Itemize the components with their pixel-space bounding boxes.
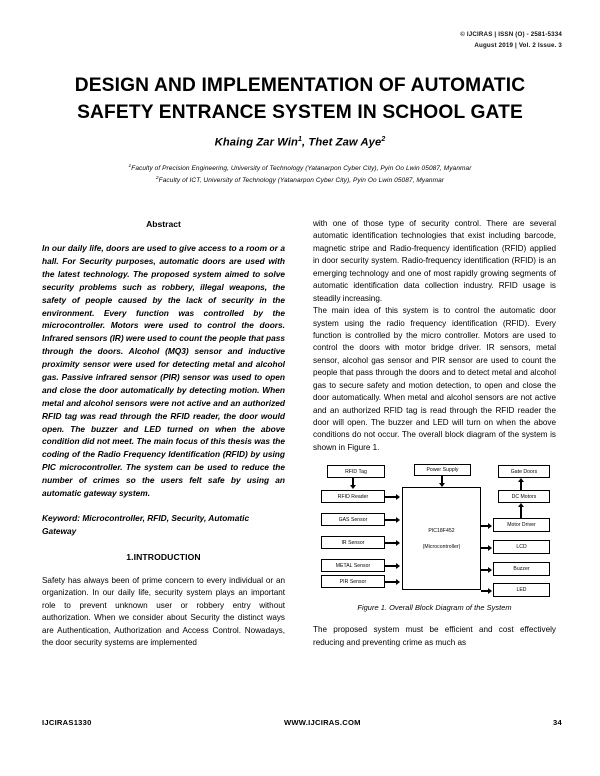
mcu-subtitle: (Microcontroller) — [422, 543, 461, 550]
arrow-driver-to-motors — [520, 507, 522, 518]
block-rfid-tag: RFID Tag — [327, 465, 385, 478]
block-ir-sensor: IR Sensor — [321, 536, 385, 549]
affiliation-2-sup: 2 — [155, 175, 159, 181]
arrowhead-mcu-to-lcd — [488, 545, 492, 551]
author-1-sup: 1 — [298, 136, 302, 143]
journal-issue-line: August 2019 | Vol. 2 Issue. 3 — [474, 41, 562, 49]
arrowhead-mcu-to-motor-driver — [488, 523, 492, 529]
block-led: LED — [493, 583, 550, 597]
figure-1 — [313, 463, 556, 615]
affiliation-1 — [34, 163, 566, 175]
affiliation-1-text: Faculty of Precision Engineering, University of Technology (Yatanarpon Cyber City), Pyin Oo Lwin 05087, Myanmar — [131, 165, 472, 173]
introduction-paragraph-3: The proposed system must be efficient and cost effectively reducing and preventing crime as much as — [313, 625, 556, 647]
mcu-part-number: PIC18F452 — [428, 527, 455, 534]
block-pir-sensor: PIR Sensor — [321, 575, 385, 588]
arrowhead-tag-to-reader — [350, 485, 356, 489]
block-dc-motors: DC Motors — [498, 490, 550, 503]
arrowhead-mcu-to-buzzer — [488, 567, 492, 573]
affiliation-1-sup: 1 — [128, 164, 132, 169]
arrow-motors-to-doors — [520, 482, 522, 490]
page-title: DESIGN AND IMPLEMENTATION OF AUTOMATIC SAFETY ENTRANCE SYSTEM IN SCHOOL GATE — [74, 75, 526, 124]
arrowhead-reader-to-mcu — [396, 494, 400, 500]
author-2-sup: 2 — [381, 136, 386, 143]
author-1-name: Khaing Zar Win — [214, 136, 298, 149]
introduction-paragraph-1-part-2: with one of those type of security control. There are several automatic identification technologies that exist including barcode, magnetic stripe and Radio-frequency identification (RFID) applied in door security system. Radio-frequency identification (RFID) is an emerging technology and one of most rapidly growing segments of automatic identification data collection industry. RFID usage is steadily increasing. — [313, 219, 556, 303]
footer-website: WWW.IJCIRAS.COM — [283, 718, 361, 727]
block-gate-doors: Gate Doors — [498, 465, 550, 478]
introduction-heading: 1.INTRODUCTION — [126, 551, 201, 562]
block-gas-sensor: GAS Sensor — [321, 513, 385, 526]
block-metal-sensor: METAL Sensor — [321, 559, 385, 572]
block-power-supply: Power Supply — [414, 464, 471, 476]
journal-issn-line: © IJCIRAS | ISSN (O) - 2581-5334 — [460, 31, 562, 38]
arrowhead-driver-to-motors — [518, 503, 524, 507]
block-diagram — [313, 463, 556, 594]
abstract-heading: Abstract — [146, 219, 181, 229]
footer-page-number: 34 — [553, 718, 562, 727]
page-footer — [42, 718, 562, 727]
affiliation-list — [34, 163, 566, 186]
block-buzzer: Buzzer — [493, 562, 550, 576]
block-motor-driver: Motor Driver — [493, 518, 550, 532]
abstract-keywords: Keyword: Microcontroller, RFID, Security, Automatic Gateway — [42, 512, 250, 536]
author-list — [44, 136, 556, 149]
footer-article-id: IJCIRAS1330 — [42, 718, 92, 727]
introduction-paragraph-2: The main idea of this system is to control the automatic door system using the radio frequency identification (RFID). Every function is controlled by the micro controller. Motors are used to control the doors with motor bridge driver. IR sensors, metal sensor, alcohol gas sensor and PIR sensor are used to count the people that pass through the doors and to detect metal and alcohol gas to secure safety and motion detection, to open and close the door automatically. When metal and alcohol sensors are not active and an authorized RFID tag is read through the RFID reader the door will open. The buzzer and LED will turn on when the above conditions do not occur. The overall block diagram of the system is shown in Figure 1. — [313, 306, 556, 452]
abstract-body: In our daily life, doors are used to give access to a room or a hall. For Security purposes, automatic doors are used with the latest technology. The proposed system aimed to solve security problems such as robbery, illegal weapons, the safety of people caused by the lack of security in the environment. Every function was controlled by the microcontroller. Motors were used to control the doors. Infrared sensors (IR) were used to count the people that pass through the doors. Alcohol (MQ3) sensor and inductive proximity sensor were used for detecting metal and alcohol gas. Passive infrared sensor (PIR) sensor was used to open and close the door automatically by detecting motion. When metal and alcohol sensors were not active and an authorized RFID tag was read through the RFID reader, the door would open. The buzzer and LED turned on when the above condition did not meet. The main focus of this thesis was the coding of the Radio Frequency Identification (RFID) by using PIC microcontroller. The system can be used to reduce the number of crimes so the users felt safe by using an automatic gateway system. — [42, 243, 285, 499]
block-lcd: LCD — [493, 540, 550, 554]
column-right — [313, 218, 556, 657]
figure-caption: Figure 1. Overall Block Diagram of the System — [357, 603, 512, 613]
arrowhead-power-to-mcu — [439, 483, 445, 487]
introduction-paragraph-1-part-1: Safety has always been of prime concern to every individual or an organization. In our daily life, security system plays an important role to prevent unknown user or robbery entry without authorization. When we consider about Security the distinct ways are Authentication, Authorization and Access Control. Nowadays, the door security systems are implemented — [42, 575, 285, 647]
column-left — [42, 218, 285, 649]
author-2-name: Thet Zaw Aye — [308, 136, 382, 149]
author-separator: , — [302, 136, 309, 149]
arrowhead-motors-to-doors — [518, 478, 524, 482]
block-rfid-reader: RFID Reader — [321, 490, 385, 503]
block-microcontroller — [402, 487, 481, 590]
arrowhead-gas-to-mcu — [396, 517, 400, 523]
arrowhead-mcu-to-led — [488, 588, 492, 594]
arrowhead-pir-to-mcu — [396, 579, 400, 585]
journal-header — [460, 30, 562, 52]
arrowhead-metal-to-mcu — [396, 563, 400, 569]
arrowhead-ir-to-mcu — [396, 540, 400, 546]
affiliation-2-text: Faculty of ICT, University of Technology (Yatanarpon Cyber City), Pyin Oo Lwin 05087, Myanmar — [158, 176, 445, 184]
affiliation-2 — [34, 175, 566, 187]
